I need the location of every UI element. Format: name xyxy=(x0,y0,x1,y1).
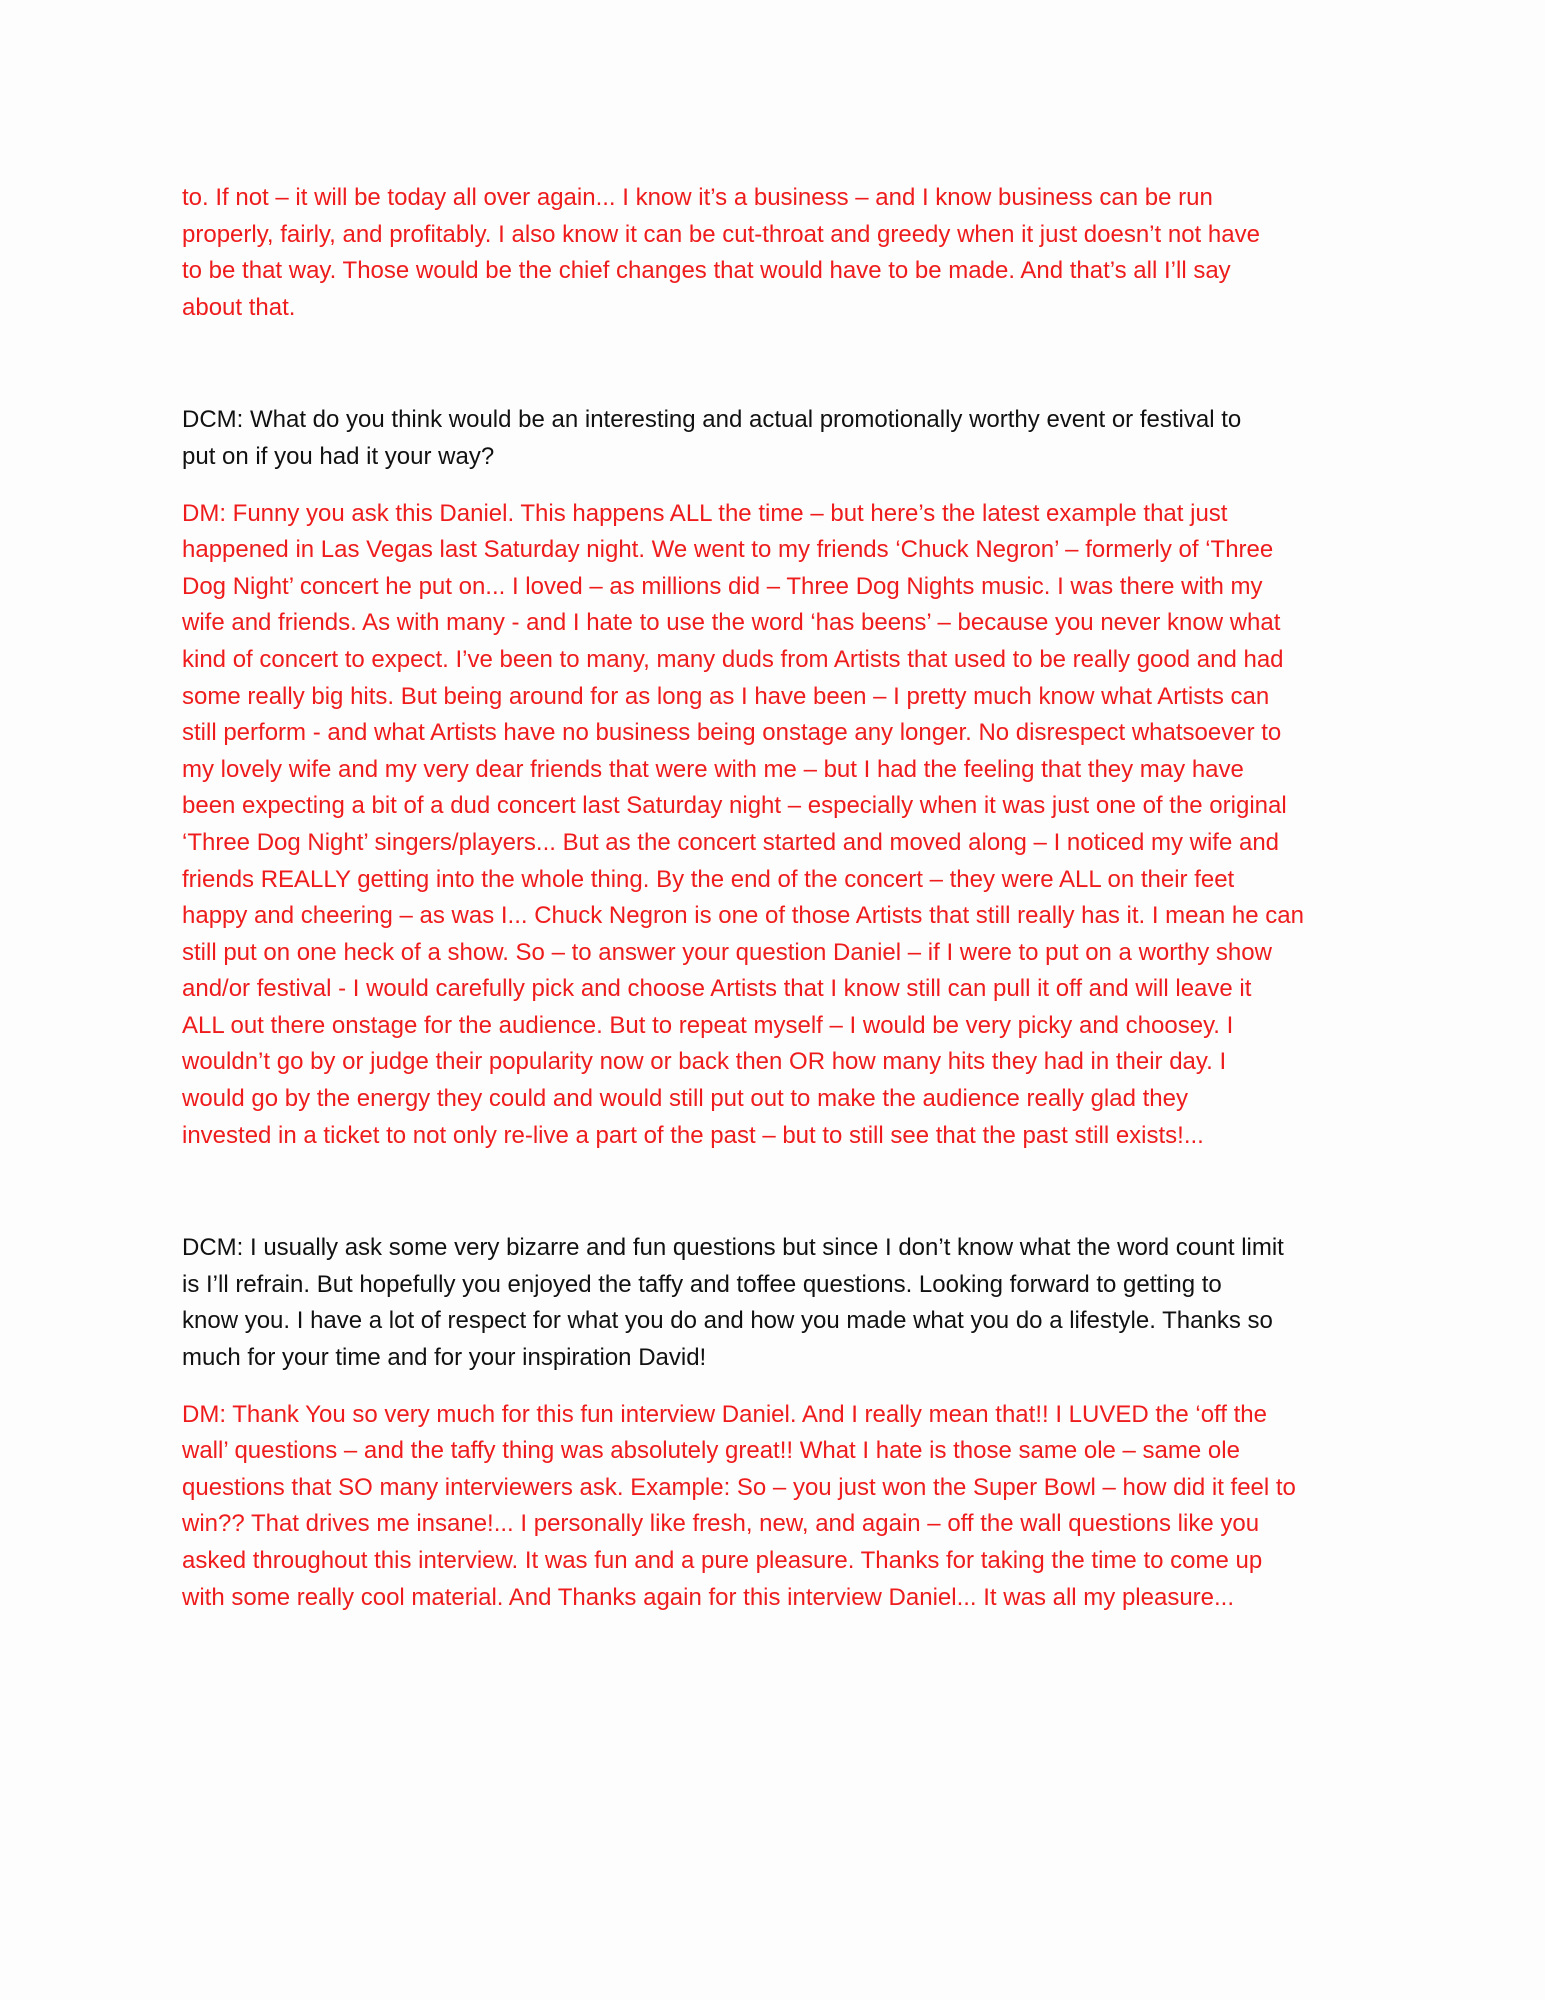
text-line: win?? That drives me insane!... I personally like fresh, new, and again – off the wall questions like you xyxy=(182,1510,1260,1538)
text-line: still perform - and what Artists have no business being onstage any longer. No disrespect whatsoever to xyxy=(182,719,1282,747)
text-line: still put on one heck of a show. So – to answer your question Daniel – if I were to put on a worthy show xyxy=(182,938,1272,966)
text-line: know you. I have a lot of respect for what you do and how you made what you do a lifestyle. Thanks so xyxy=(182,1307,1273,1335)
text-line: to. If not – it will be today all over again... I know it’s a business – and I know business can be run xyxy=(182,184,1213,211)
text-line: DM: Funny you ask this Daniel. This happens ALL the time – but here’s the latest example that just xyxy=(182,499,1228,527)
paragraph-spacer xyxy=(182,1377,1372,1397)
answer-paragraph xyxy=(182,180,1372,326)
text-line: DCM: What do you think would be an interesting and actual promotionally worthy event or festival to xyxy=(182,406,1242,434)
text-line: happened in Las Vegas last Saturday night. We went to my friends ‘Chuck Negron’ – formerly of ‘Three xyxy=(182,536,1274,564)
text-line: asked throughout this interview. It was fun and a pure pleasure. Thanks for taking the time to come up xyxy=(182,1547,1263,1574)
text-line: wall’ questions – and the taffy thing was absolutely great!! What I hate is those same ole – same ole xyxy=(182,1437,1240,1465)
text-line: to be that way. Those would be the chief changes that would have to be made. And that’s all I’ll say xyxy=(182,257,1231,285)
text-line: DM: Thank You so very much for this fun interview Daniel. And I really mean that!! I LUVED the ‘off the xyxy=(182,1400,1267,1428)
paragraph-spacer xyxy=(182,476,1372,496)
text-line: put on if you had it your way? xyxy=(182,442,495,470)
text-line: would go by the energy they could and would still put out to make the audience really glad they xyxy=(182,1085,1188,1113)
text-line: ‘Three Dog Night’ singers/players... But as the concert started and moved along – I noticed my wife and xyxy=(182,828,1280,856)
text-line: Dog Night’ concert he put on... I loved – as millions did – Three Dog Nights music. I was there with my xyxy=(182,572,1263,600)
text-line: ALL out there onstage for the audience. But to repeat myself – I would be very picky and choosey. I xyxy=(182,1011,1234,1039)
text-line: questions that SO many interviewers ask. Example: So – you just won the Super Bowl – how did it feel to xyxy=(182,1473,1296,1501)
text-line: and/or festival - I would carefully pick and choose Artists that I know still can pull it off and will leave it xyxy=(182,975,1252,1003)
text-line: with some really cool material. And Thanks again for this interview Daniel... It was all my pleasure... xyxy=(182,1583,1235,1611)
text-line: friends REALLY getting into the whole thing. By the end of the concert – they were ALL on their feet xyxy=(182,865,1235,893)
text-line: kind of concert to expect. I’ve been to many, many duds from Artists that used to be really good and had xyxy=(182,645,1284,673)
text-line: wouldn’t go by or judge their popularity now or back then OR how many hits they had in their day. I xyxy=(182,1048,1227,1076)
text-line: much for your time and for your inspiration David! xyxy=(182,1344,707,1372)
text-line: DCM: I usually ask some very bizarre and fun questions but since I don’t know what the word count limit xyxy=(182,1234,1284,1262)
paragraph-spacer xyxy=(182,326,1372,402)
text-line: invested in a ticket to not only re-live a part of the past – but to still see that the past still exists!... xyxy=(182,1121,1204,1149)
paragraph-spacer xyxy=(182,1154,1372,1230)
question-paragraph xyxy=(182,402,1372,475)
text-line: about that. xyxy=(182,293,296,321)
text-line: properly, fairly, and profitably. I also know it can be cut-throat and greedy when it just doesn’t not have xyxy=(182,220,1260,248)
text-line: wife and friends. As with many - and I hate to use the word ‘has beens’ – because you never know what xyxy=(182,609,1281,637)
text-line: my lovely wife and my very dear friends that were with me – but I had the feeling that they may have xyxy=(182,755,1244,783)
answer-paragraph xyxy=(182,496,1372,1155)
answer-paragraph xyxy=(182,1397,1372,1617)
text-line: been expecting a bit of a dud concert last Saturday night – especially when it was just one of the original xyxy=(182,792,1287,820)
question-paragraph xyxy=(182,1230,1372,1376)
text-line: happy and cheering – as was I... Chuck Negron is one of those Artists that still really has it. I mean he can xyxy=(182,902,1304,930)
text-line: some really big hits. But being around for as long as I have been – I pretty much know what Artists can xyxy=(182,682,1270,710)
document-page xyxy=(182,180,1372,1616)
text-line: is I’ll refrain. But hopefully you enjoyed the taffy and toffee questions. Looking forward to getting to xyxy=(182,1270,1222,1298)
